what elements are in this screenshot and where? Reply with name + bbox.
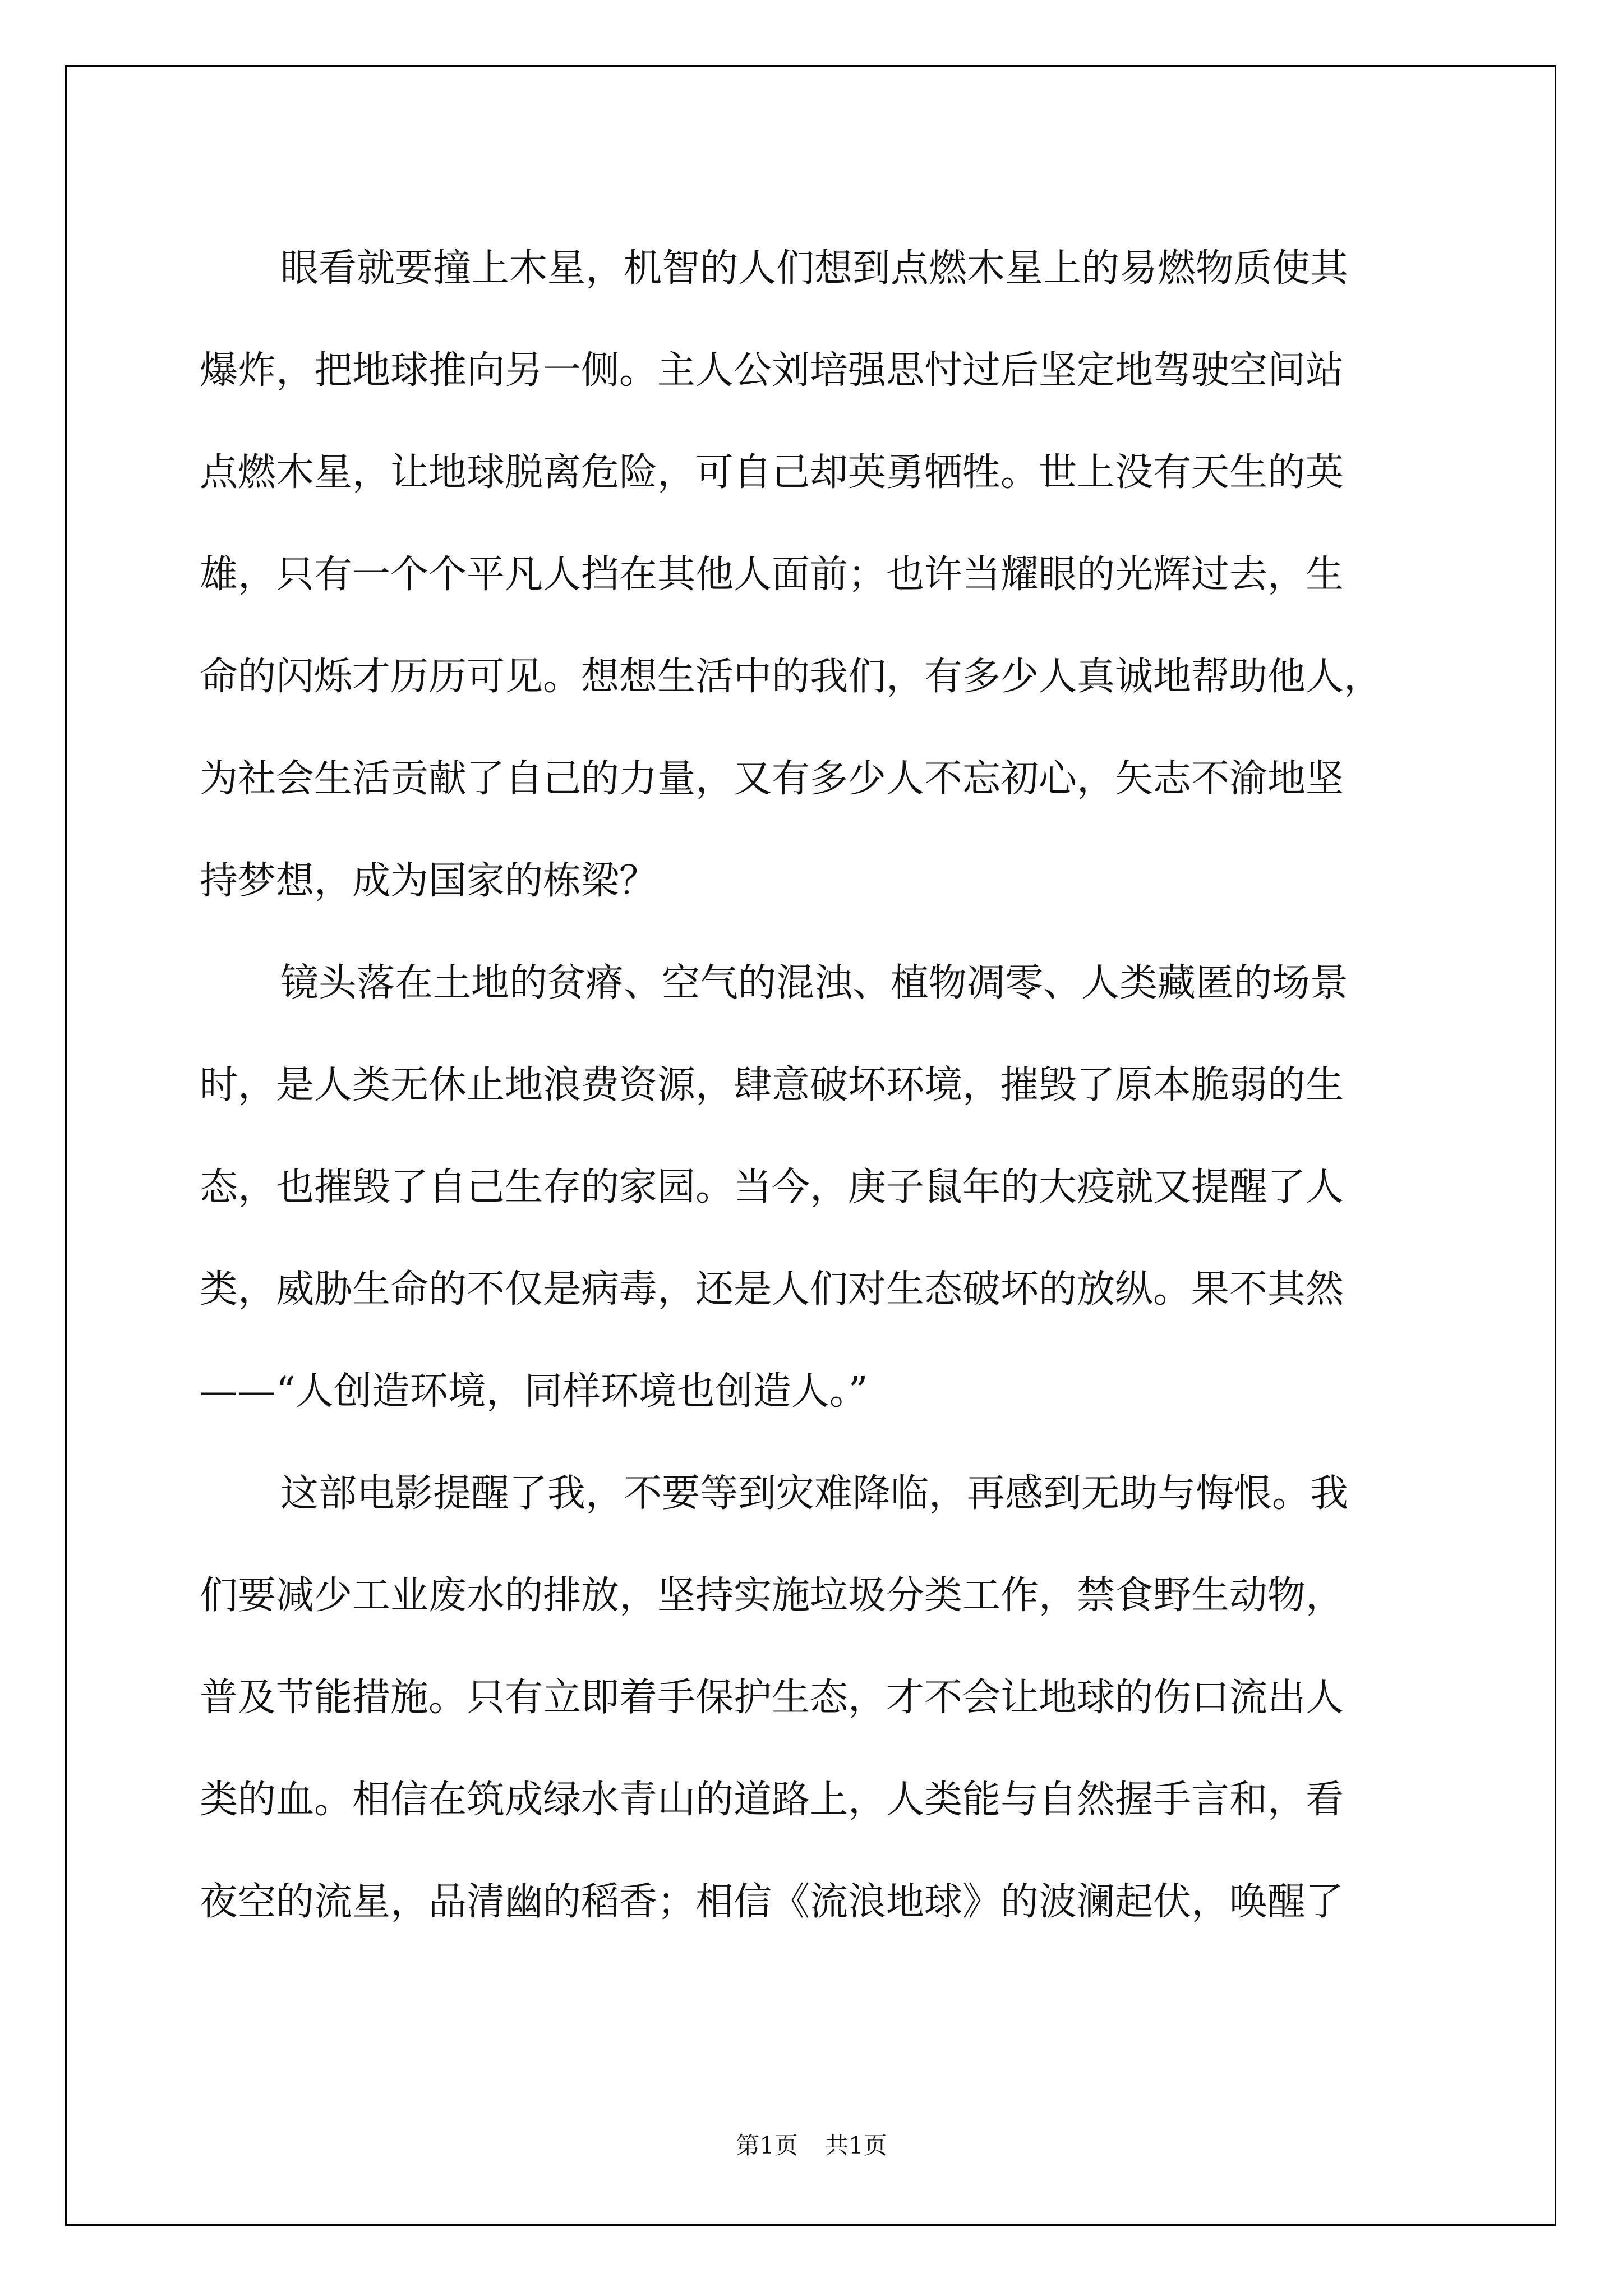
text-line: 镜头落在土地的贫瘠、空气的混浊、植物凋零、人类藏匿的场景 [280,961,1349,1005]
text-line: 雄，只有一个个平凡人挡在其他人面前；也许当耀眼的光辉过去，生 [200,553,1344,597]
document-body [200,218,1433,1953]
text-line: ——“人创造环境，同样环境也创造人。” [200,1369,868,1414]
text-line: 点燃木星，让地球脱离危险，可自己却英勇牺牲。世上没有天生的英 [200,450,1344,495]
text-line: 时，是人类无休止地浪费资源，肆意破坏环境，摧毁了原本脆弱的生 [200,1063,1344,1107]
text-line: 普及节能措施。只有立即着手保护生态，才不会让地球的伤口流出人 [200,1676,1344,1720]
text-line: 为社会生活贡献了自己的力量，又有多少人不忘初心，矢志不渝地坚 [200,757,1344,801]
page-number-current: 第1页 [736,2132,798,2159]
text-line: 爆炸，把地球推向另一侧。主人公刘培强思忖过后坚定地驾驶空间站 [200,348,1344,393]
text-line: 态，也摧毁了自己生存的家园。当今，庚子鼠年的大疫就又提醒了人 [200,1165,1344,1209]
page-footer [0,2127,1623,2161]
text-line: 眼看就要撞上木星，机智的人们想到点燃木星上的易燃物质使其 [280,246,1349,291]
text-line: 持梦想，成为国家的栋梁？ [200,859,658,903]
text-line: 夜空的流星，品清幽的稻香；相信《流浪地球》的波澜起伏，唤醒了 [200,1880,1344,1924]
text-line: 这部电影提醒了我，不要等到灾难降临，再感到无助与悔恨。我 [280,1471,1349,1516]
page-number-total: 共1页 [825,2132,887,2159]
text-line: 命的闪烁才历历可见。想想生活中的我们，有多少人真诚地帮助他人， [200,655,1382,699]
text-line: 类，威胁生命的不仅是病毒，还是人们对生态破坏的放纵。果不其然 [200,1267,1344,1312]
text-line: 们要减少工业废水的排放，坚持实施垃圾分类工作，禁食野生动物， [200,1573,1344,1618]
text-line: 类的血。相信在筑成绿水青山的道路上，人类能与自然握手言和，看 [200,1778,1344,1822]
